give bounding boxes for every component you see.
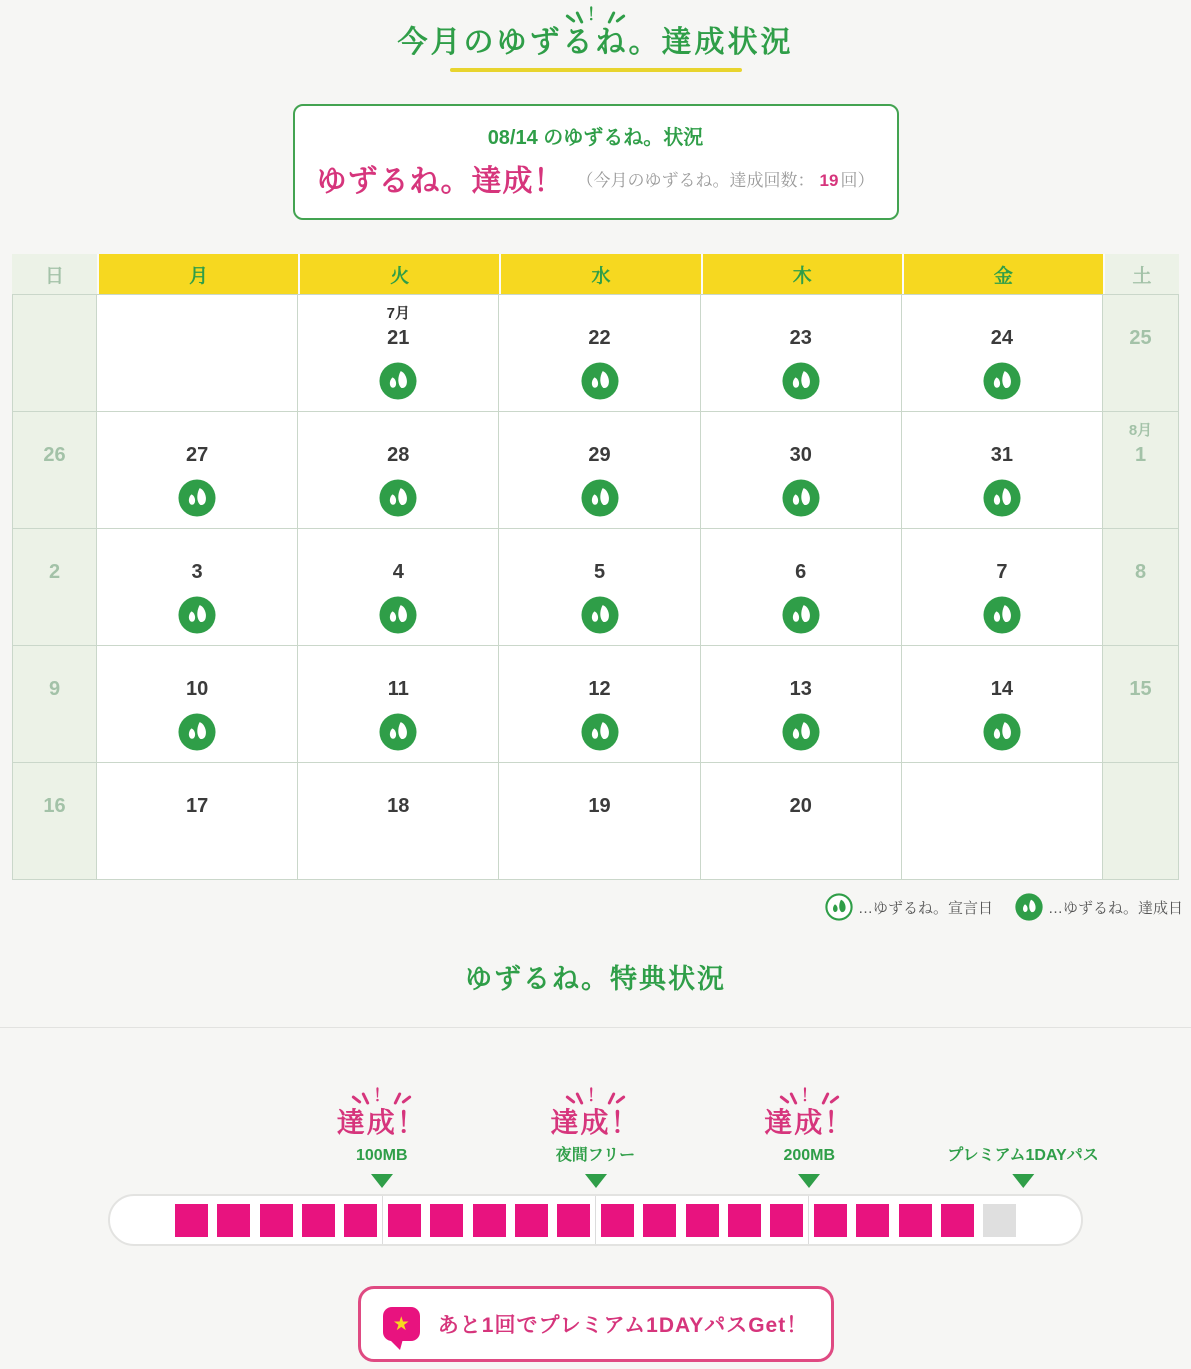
- legend-label: …ゆずるね。宣言日: [857, 899, 993, 917]
- achieved-burst-icon: ！: [783, 1081, 836, 1105]
- legend-item: [1015, 893, 1183, 921]
- status-result-line: [305, 160, 887, 196]
- yuzurune-achieved-icon: [178, 713, 216, 751]
- progress-square-filled: [175, 1204, 208, 1237]
- progress-slot: [340, 1204, 382, 1237]
- progress-square-filled: [770, 1204, 803, 1237]
- achieved-badge: 達成！: [336, 1106, 427, 1138]
- yuzurune-achieved-icon: [379, 479, 417, 517]
- day-number: 10: [185, 678, 209, 700]
- day-number: 29: [588, 444, 611, 466]
- progress-slot: [596, 1204, 638, 1237]
- title-underline: [450, 68, 742, 72]
- progress-square-filled: [899, 1204, 932, 1237]
- progress-square-filled: [686, 1204, 719, 1237]
- yuzurune-achieved-icon: [379, 362, 417, 400]
- milestone-2: [550, 1081, 640, 1188]
- progress-slot: [681, 1204, 723, 1237]
- calendar-header-weekday: 水: [499, 254, 700, 294]
- milestone-1: [337, 1081, 427, 1188]
- calendar-day-cell: [902, 295, 1103, 412]
- milestone-markers: [108, 1054, 1099, 1188]
- day-number: 28: [387, 444, 410, 466]
- yuzurune-achieved-icon: [983, 596, 1021, 634]
- calendar-day-cell: [701, 646, 902, 763]
- calendar-day-cell: [1103, 295, 1179, 412]
- progress-square-filled: [388, 1204, 421, 1237]
- day-number: 30: [789, 444, 812, 466]
- calendar-day-cell: [701, 295, 902, 412]
- calendar-day-cell: [1103, 529, 1179, 646]
- progress-slot: [553, 1204, 595, 1237]
- progress-group: [170, 1196, 382, 1244]
- day-number: 31: [990, 444, 1014, 466]
- calendar-day-cell: [298, 763, 499, 880]
- calendar-day-cell: [298, 295, 499, 412]
- day-number: 23: [789, 327, 812, 349]
- progress-square-filled: [430, 1204, 463, 1237]
- progress-slot: [936, 1204, 978, 1237]
- day-number: 21: [387, 327, 410, 349]
- yuzurune-achieved-icon: [581, 362, 619, 400]
- yuzurune-achieved-icon: [983, 362, 1021, 400]
- calendar-week-row: [12, 529, 1179, 646]
- calendar-day-cell: [701, 529, 902, 646]
- calendar-body: [12, 294, 1179, 880]
- progress-slot: [468, 1204, 510, 1237]
- calendar-day-cell: [499, 412, 700, 529]
- yuzurune-achieved-icon: [178, 479, 216, 517]
- count-value: 19: [819, 170, 839, 190]
- progress-square-empty: [983, 1204, 1016, 1237]
- day-number: 20: [789, 795, 812, 817]
- milestone-label: 100MB: [355, 1147, 408, 1164]
- calendar-empty-cell: [12, 295, 97, 412]
- status-result-text: ゆずるね。達成！: [316, 165, 565, 198]
- day-number: 18: [387, 795, 410, 817]
- next-reward-callout: [358, 1286, 834, 1362]
- day-number: 24: [990, 327, 1014, 349]
- milestone-arrow-icon: [584, 1174, 606, 1188]
- calendar-day-cell: [499, 763, 700, 880]
- calendar-day-cell: [298, 412, 499, 529]
- progress-group: [382, 1196, 595, 1244]
- yuzurune-achieved-icon: [782, 479, 820, 517]
- day-number: 19: [588, 795, 611, 817]
- progress-square-filled: [856, 1204, 889, 1237]
- calendar-empty-cell: [902, 763, 1103, 880]
- day-number: 1: [1134, 444, 1147, 466]
- yuzurune-achieved-icon: [782, 713, 820, 751]
- day-number: 13: [789, 678, 812, 700]
- progress-slot: [212, 1204, 254, 1237]
- calendar-day-cell: [701, 763, 902, 880]
- progress-slot: [809, 1204, 851, 1237]
- day-number: 9: [48, 678, 61, 700]
- day-number: 16: [43, 795, 66, 817]
- milestone-label: プレミアム1DAYパス: [947, 1147, 1099, 1164]
- day-number: 4: [392, 561, 404, 583]
- day-number: 5: [593, 561, 606, 583]
- yuzurune-achieved-icon: [782, 596, 820, 634]
- progress-slot: [766, 1204, 808, 1237]
- progress-slot: [723, 1204, 765, 1237]
- reward-bubble-icon: [383, 1307, 420, 1341]
- calendar-day-cell: [499, 646, 700, 763]
- progress-square-filled: [941, 1204, 974, 1237]
- section-divider: [0, 1027, 1191, 1028]
- calendar-day-cell: [298, 529, 499, 646]
- progress-square-filled: [557, 1204, 590, 1237]
- progress-slot: [425, 1204, 467, 1237]
- calendar-day-cell: [97, 412, 298, 529]
- achieved-badge: 達成！: [764, 1106, 855, 1138]
- calendar-header-weekday: 火: [298, 254, 499, 294]
- calendar-day-cell: [701, 412, 902, 529]
- progress-square-filled: [601, 1204, 634, 1237]
- star-icon: ★: [392, 1313, 410, 1335]
- progress-slot: [851, 1204, 893, 1237]
- calendar-header-weekday: 金: [902, 254, 1103, 294]
- calendar-day-cell: [12, 412, 97, 529]
- yuzurune-achieved-icon: [983, 713, 1021, 751]
- calendar-day-cell: [12, 529, 97, 646]
- progress-square-filled: [643, 1204, 676, 1237]
- yuzurune-achieved-icon: [983, 479, 1021, 517]
- day-number: 17: [185, 795, 209, 817]
- day-number: 6: [795, 561, 807, 583]
- progress-slot: [979, 1204, 1021, 1237]
- achieved-burst-icon: ！: [355, 1081, 408, 1105]
- day-number: 14: [990, 678, 1014, 700]
- yuzurune-achieved-icon: [581, 713, 619, 751]
- progress-square-filled: [814, 1204, 847, 1237]
- day-number: 27: [185, 444, 209, 466]
- yuzurune-achieved-icon: [379, 713, 417, 751]
- achieved-burst-icon: ！: [569, 1081, 622, 1105]
- milestone-arrow-icon: [371, 1174, 393, 1188]
- calendar-day-cell: [499, 529, 700, 646]
- calendar-day-cell: [298, 646, 499, 763]
- yuzurune-achieved-icon: [581, 479, 619, 517]
- calendar-week-row: [12, 763, 1179, 880]
- progress-slot: [383, 1204, 425, 1237]
- daily-status-card: [293, 104, 899, 220]
- progress-square-filled: [260, 1204, 293, 1237]
- calendar-week-row: [12, 412, 1179, 529]
- page-title: 今月のゆずるね。達成状況: [397, 26, 794, 59]
- calendar-day-cell: [902, 646, 1103, 763]
- count-suffix: 回）: [840, 170, 875, 190]
- declared-icon: [825, 893, 853, 921]
- sparkle-burst-icon: ！: [0, 0, 1191, 24]
- month-label: 7月: [386, 305, 410, 322]
- day-number: 22: [588, 327, 611, 349]
- calendar-empty-cell: [97, 295, 298, 412]
- progress-square-filled: [515, 1204, 548, 1237]
- calendar-header-weekday: 月: [97, 254, 298, 294]
- month-label: 8月: [1128, 422, 1153, 439]
- legend-item: [825, 893, 993, 921]
- progress-square-filled: [344, 1204, 377, 1237]
- legend-label: …ゆずるね。達成日: [1047, 899, 1183, 917]
- milestone-label: 200MB: [783, 1147, 836, 1164]
- calendar-header-weekend: 日: [12, 254, 97, 294]
- milestone-4: [947, 1139, 1098, 1188]
- calendar-day-cell: [97, 646, 298, 763]
- yuzurune-achieved-icon: [379, 596, 417, 634]
- milestone-3: [764, 1081, 854, 1188]
- progress-slot: [894, 1204, 936, 1237]
- milestone-arrow-icon: [798, 1174, 820, 1188]
- yuzurune-achieved-icon: [178, 596, 216, 634]
- day-number: 11: [387, 678, 409, 700]
- progress-slot: [170, 1204, 212, 1237]
- callout-text: あと1回でプレミアム1DAYパスGet！: [437, 1314, 809, 1337]
- calendar-legend: [8, 893, 1183, 921]
- calendar-header-weekday: 木: [701, 254, 902, 294]
- calendar-day-cell: [902, 529, 1103, 646]
- calendar-header-row: [12, 254, 1179, 294]
- milestone-arrow-icon: [1012, 1174, 1034, 1188]
- achievement-calendar: [12, 254, 1179, 880]
- calendar-header-weekend: 土: [1103, 254, 1179, 294]
- status-card-heading: 08/14 のゆずるね。状況: [487, 127, 704, 149]
- achieved-badge: 達成！: [550, 1106, 641, 1138]
- day-number: 3: [191, 561, 203, 583]
- yuzurune-achieved-icon: [782, 362, 820, 400]
- calendar-empty-cell: [1103, 763, 1179, 880]
- progress-group: [808, 1196, 1021, 1244]
- milestone-label: 夜間フリー: [555, 1147, 636, 1164]
- achieved-icon: [1015, 893, 1043, 921]
- progress-square-filled: [302, 1204, 335, 1237]
- rewards-section-title: ゆずるね。特典状況: [465, 964, 726, 994]
- calendar-day-cell: [97, 763, 298, 880]
- yuzurune-achieved-icon: [581, 596, 619, 634]
- calendar-day-cell: [1103, 412, 1179, 529]
- progress-slot: [510, 1204, 552, 1237]
- calendar-day-cell: [902, 412, 1103, 529]
- progress-slot: [255, 1204, 297, 1237]
- calendar-week-row: [12, 295, 1179, 412]
- progress-group: [595, 1196, 808, 1244]
- progress-square-filled: [217, 1204, 250, 1237]
- progress-square-filled: [728, 1204, 761, 1237]
- calendar-day-cell: [12, 763, 97, 880]
- calendar-day-cell: [97, 529, 298, 646]
- monthly-count-text: [577, 166, 875, 191]
- day-number: 15: [1129, 678, 1152, 700]
- progress-square-filled: [473, 1204, 506, 1237]
- day-number: 7: [996, 561, 1008, 583]
- progress-slot: [638, 1204, 680, 1237]
- day-number: 25: [1129, 327, 1152, 349]
- day-number: 26: [43, 444, 66, 466]
- day-number: 8: [1134, 561, 1147, 583]
- progress-bar: [108, 1194, 1083, 1246]
- calendar-week-row: [12, 646, 1179, 763]
- count-prefix: （今月のゆずるね。達成回数：: [576, 170, 815, 190]
- day-number: 12: [588, 678, 611, 700]
- progress-slot: [297, 1204, 339, 1237]
- calendar-day-cell: [1103, 646, 1179, 763]
- calendar-day-cell: [499, 295, 700, 412]
- day-number: 2: [48, 561, 61, 583]
- calendar-day-cell: [12, 646, 97, 763]
